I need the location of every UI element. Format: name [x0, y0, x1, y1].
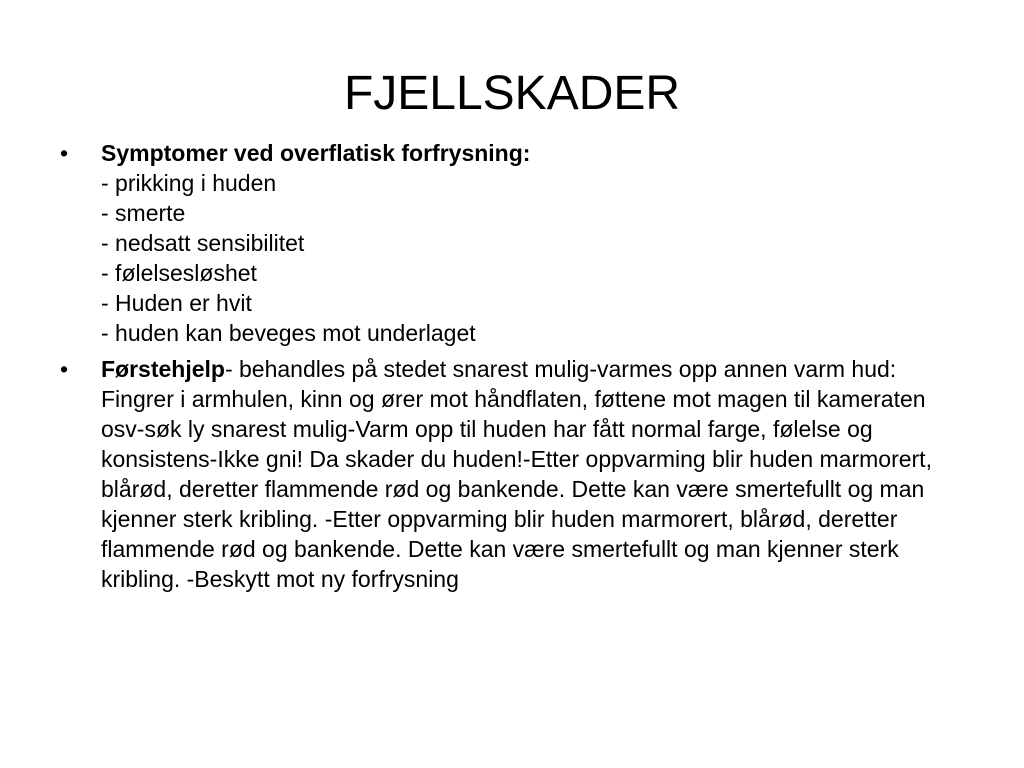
bullet-list [60, 138, 970, 600]
symptom-line: - smerte [101, 200, 186, 226]
symptom-line: - følelsesløshet [101, 260, 257, 286]
bullet-marker: • [60, 356, 69, 382]
slide-title: FJELLSKADER [343, 67, 681, 120]
bullet-marker: • [60, 140, 69, 166]
bullet-heading: Førstehjelp [101, 356, 225, 382]
symptom-line: - prikking i huden [101, 170, 277, 196]
symptom-line: - huden kan beveges mot underlaget [101, 320, 476, 346]
bullet-item-first-aid [60, 354, 970, 594]
bullet-item-symptoms [60, 138, 970, 348]
symptom-line: - Huden er hvit [101, 290, 252, 316]
symptom-line: - nedsatt sensibilitet [101, 230, 305, 256]
bullet-body-text: - behandles på stedet snarest mulig-varmes opp annen varm hud: Fingrer i armhulen, kinn og ører mot håndflaten, føttene mot magen til kameraten osv-søk ly snarest mulig-Varm opp til huden har fått normal farge, følelse og konsistens-Ikke gni! Da skader du huden!-Etter oppvarming blir huden marmorert, blårød, deretter flammende rød og bankende. Dette kan være smertefullt og man kjenner sterk kribling. -Etter oppvarming blir huden marmorert, blårød, deretter flammende rød og bankende. Dette kan være smertefullt og man kjenner sterk kribling. -Beskytt mot ny forfrysning [101, 356, 932, 592]
bullet-heading: Symptomer ved overflatisk forfrysning: [101, 140, 531, 166]
